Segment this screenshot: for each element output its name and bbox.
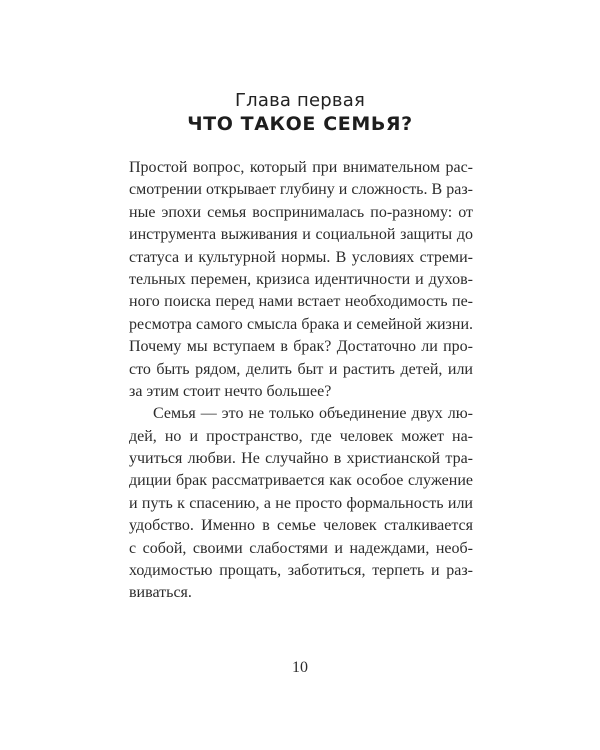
text-line: учиться любви. Не случайно в христианской тра- <box>129 450 473 468</box>
text-line: смотрении открывает глубину и сложность. В раз- <box>129 181 473 199</box>
page-number: 10 <box>292 659 308 676</box>
text-line: тельных перемен, кризиса идентичности и духов- <box>129 270 473 288</box>
text-line: дей, но и пространство, где человек может на- <box>129 427 473 445</box>
text-line: удобство. Именно в семье человек сталкивается <box>129 517 473 535</box>
text-line: Семья — это не только объединение двух лю- <box>153 405 473 423</box>
text-line: Простой вопрос, который при внимательном рас- <box>129 159 473 176</box>
text-line: ходимостью прощать, заботиться, терпеть и раз- <box>129 562 473 580</box>
paragraph-1 <box>129 157 473 403</box>
paragraph-2 <box>129 403 473 605</box>
text-line: виваться. <box>129 584 192 602</box>
text-line: статуса и культурной нормы. В условиях стреми- <box>129 248 473 266</box>
text-line: ные эпохи семья воспринималась по-разному: от <box>129 203 473 221</box>
body-text <box>129 157 473 605</box>
text-line: ного поиска перед нами встает необходимость пе- <box>129 293 473 311</box>
text-line: инструмента выживания и социальной защиты до <box>129 226 473 244</box>
chapter-label: Глава первая <box>234 90 365 111</box>
text-line: Почему мы вступаем в брак? Достаточно ли про- <box>129 338 473 356</box>
text-line: сто быть рядом, делить быт и растить детей, или <box>129 360 473 378</box>
text-line: ресмотра самого смысла брака и семейной жизни. <box>129 315 473 333</box>
text-line: за этим стоит нечто большее? <box>129 382 332 400</box>
text-line: и путь к спасению, а не просто формальность или <box>129 494 473 512</box>
text-line: диции брак рассматривается как особое служение <box>129 472 473 490</box>
text-line: с собой, своими слабостями и надеждами, необ- <box>129 539 473 557</box>
chapter-title: ЧТО ТАКОЕ СЕМЬЯ? <box>187 113 413 135</box>
